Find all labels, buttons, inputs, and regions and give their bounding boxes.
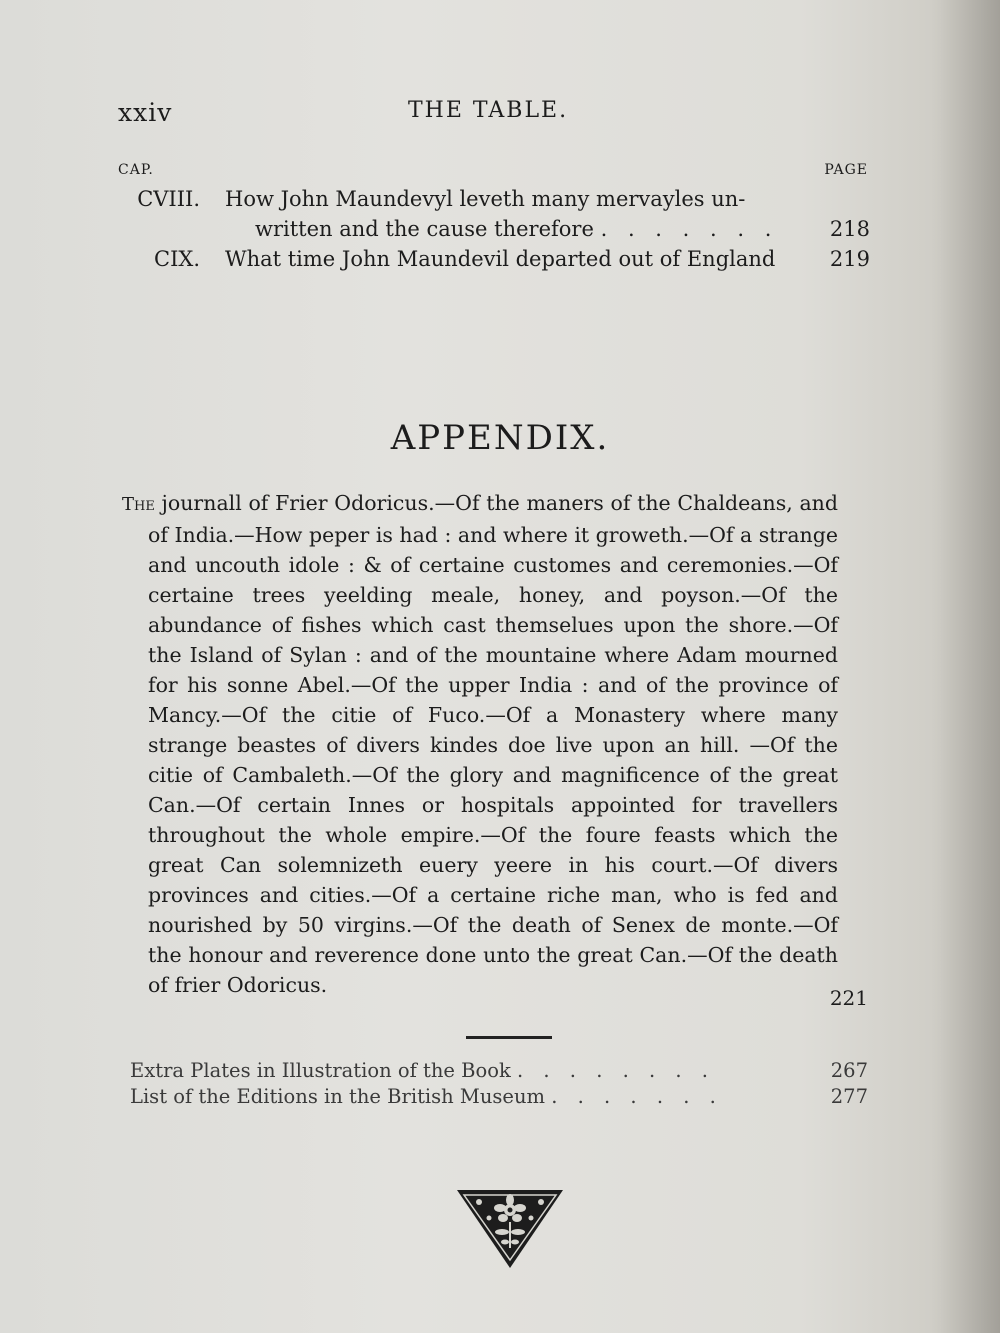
extra-entry-label-line [130, 1084, 723, 1110]
appendix-first-word: The [122, 494, 155, 515]
running-title: THE TABLE. [408, 98, 569, 123]
appendix-text: journall of Frier Odoricus.—Of the maners of the Chaldeans, and of India.—How peper is had : and where it groweth.—Of a strange and uncouth idole : & of certaine customes and ceremonies.—Of certaine trees yeelding meale, honey, and poyson.—Of the abundance of fishes which cast themselues upon the shore.—Of the Island of Sylan : and of the mountaine where Adam mourned for his sonne Abel.—Of the upper India : and of the province of Mancy.—Of the citie of Fuco.—Of a Monastery where many strange beastes of divers kindes doe live upon an hill. —Of the citie of Cambaleth.—Of the glory and magnificence of the great Can.—Of certain Innes or hospitals appointed for travellers throughout the whole empire.—Of the foure feasts which the great Can solemnizeth euery yeere in his court.—Of divers provinces and cities.—Of a certaine riche man, who is fed and nourished by 50 virgins.—Of the death of Senex de monte.—Of the honour and reverence done unto the great Can.—Of the death of frier Odoricus. [148, 491, 838, 997]
chapter-entry-cviii [118, 184, 870, 246]
dot-leader: . . . . . . . [600, 217, 779, 241]
chapter-numeral: CIX. [154, 247, 200, 271]
chapter-title: What time John Maundevil departed out of England [225, 247, 776, 271]
page-column-heading: PAGE [824, 162, 868, 178]
column-headings [118, 162, 868, 182]
editions-list-entry [130, 1084, 868, 1110]
appendix-page-number: 221 [829, 986, 868, 1010]
chapter-title [225, 184, 817, 244]
extra-entry-label: Extra Plates in Illustration of the Book [130, 1059, 511, 1082]
section-rule [466, 1036, 552, 1039]
chapter-title-text: written and the cause therefore [255, 217, 594, 241]
page-folio: xxiv [118, 98, 173, 127]
chapter-title-line: How John Maundevyl leveth many mervayles un- [225, 187, 746, 211]
extra-plates-entry [130, 1058, 868, 1084]
chapter-numeral: CVIII. [137, 187, 200, 211]
cap-column-heading: CAP. [118, 162, 154, 178]
chapter-title-line [225, 214, 817, 244]
appendix-contents-paragraph [122, 488, 838, 1000]
chapter-page-number: 219 [829, 247, 870, 271]
dot-leader: . . . . . . . . [517, 1059, 715, 1082]
floral-triangle-tailpiece-icon [455, 1188, 565, 1270]
appendix-heading: APPENDIX. [390, 418, 610, 458]
running-head [118, 98, 868, 138]
extra-entry-label-line [130, 1058, 715, 1084]
extra-entry-label: List of the Editions in the British Museum [130, 1085, 546, 1108]
extra-entry-page: 267 [830, 1059, 868, 1082]
chapter-page-number: 218 [829, 217, 870, 241]
dot-leader: . . . . . . . [551, 1085, 723, 1108]
extra-entry-page: 277 [830, 1085, 868, 1108]
chapter-entry-cix [118, 244, 870, 276]
gutter-shadow [930, 0, 1000, 1333]
